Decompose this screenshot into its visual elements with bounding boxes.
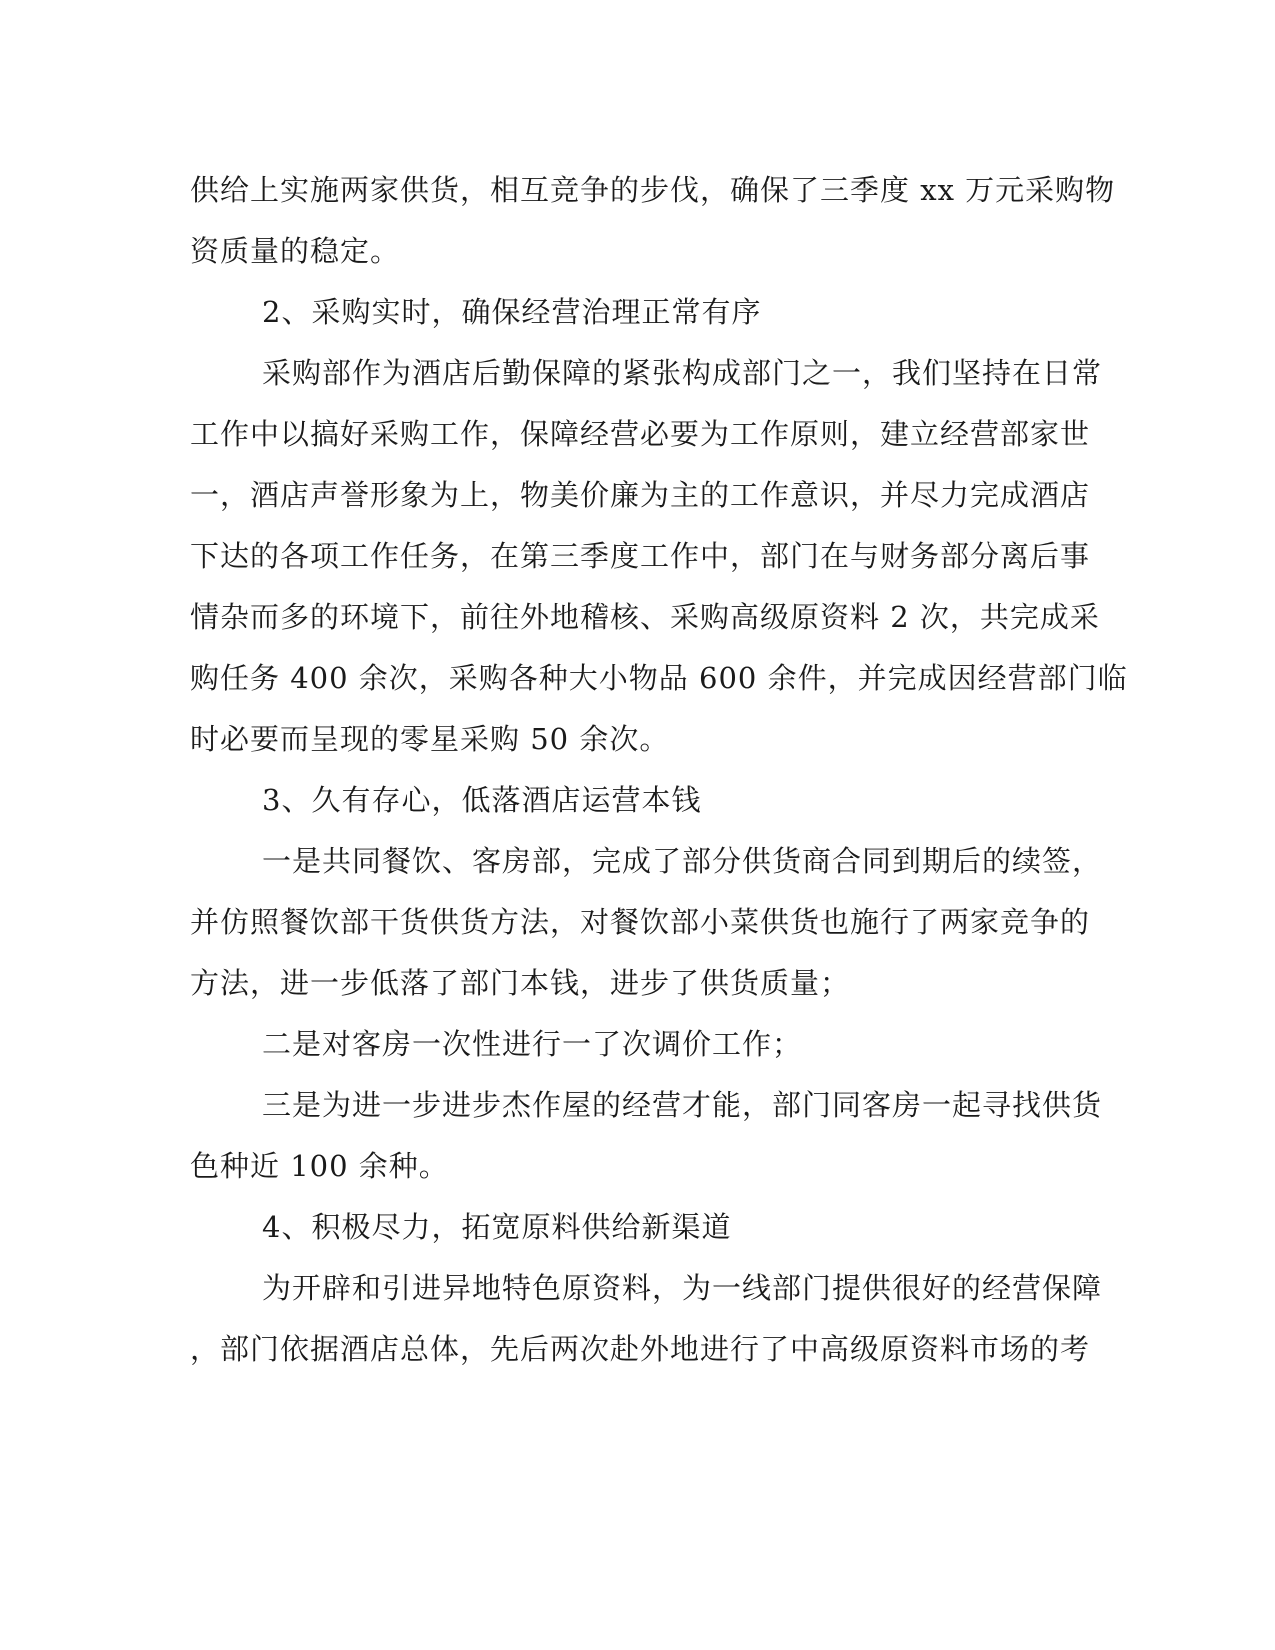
text-line: 为开辟和引进异地特色原资料，为一线部门提供很好的经营保障 bbox=[262, 1271, 1103, 1305]
text-line: 情杂而多的环境下，前往外地稽核、采购高级原资料 2 次，共完成采 bbox=[190, 600, 1100, 634]
text-line: 购任务 400 余次，采购各种大小物品 600 余件，并完成因经营部门临 bbox=[190, 661, 1128, 695]
text-line: ，部门依据酒店总体，先后两次赴外地进行了中高级原资料市场的考 bbox=[190, 1332, 1091, 1366]
text-line: 方法，进一步低落了部门本钱，进步了供货质量； bbox=[190, 966, 851, 1000]
text-line: 采购部作为酒店后勤保障的紧张构成部门之一，我们坚持在日常 bbox=[262, 356, 1103, 390]
text-line: 资质量的稳定。 bbox=[190, 234, 401, 268]
body-text bbox=[190, 160, 1128, 1380]
text-line: 三是为进一步进步杰作屋的经营才能，部门同客房一起寻找供货 bbox=[262, 1088, 1103, 1122]
section-heading: 3、久有存心，低落酒店运营本钱 bbox=[262, 783, 702, 817]
text-line: 色种近 100 余种。 bbox=[190, 1149, 449, 1183]
text-line: 供给上实施两家供货，相互竞争的步伐，确保了三季度 xx 万元采购物 bbox=[190, 173, 1116, 207]
text-line: 工作中以搞好采购工作，保障经营必要为工作原则，建立经营部家世 bbox=[190, 417, 1091, 451]
text-line: 下达的各项工作任务，在第三季度工作中，部门在与财务部分离后事 bbox=[190, 539, 1091, 573]
text-line: 一，酒店声誉形象为上，物美价廉为主的工作意识，并尽力完成酒店 bbox=[190, 478, 1091, 512]
text-line: 二是对客房一次性进行一了次调价工作； bbox=[262, 1027, 803, 1061]
text-line: 时必要而呈现的零星采购 50 余次。 bbox=[190, 722, 670, 756]
text-line: 一是共同餐饮、客房部，完成了部分供货商合同到期后的续签， bbox=[262, 844, 1103, 878]
section-heading: 4、积极尽力，拓宽原料供给新渠道 bbox=[262, 1210, 732, 1244]
section-heading: 2、采购实时，确保经营治理正常有序 bbox=[262, 295, 762, 329]
text-line: 并仿照餐饮部干货供货方法，对餐饮部小菜供货也施行了两家竞争的 bbox=[190, 905, 1091, 939]
